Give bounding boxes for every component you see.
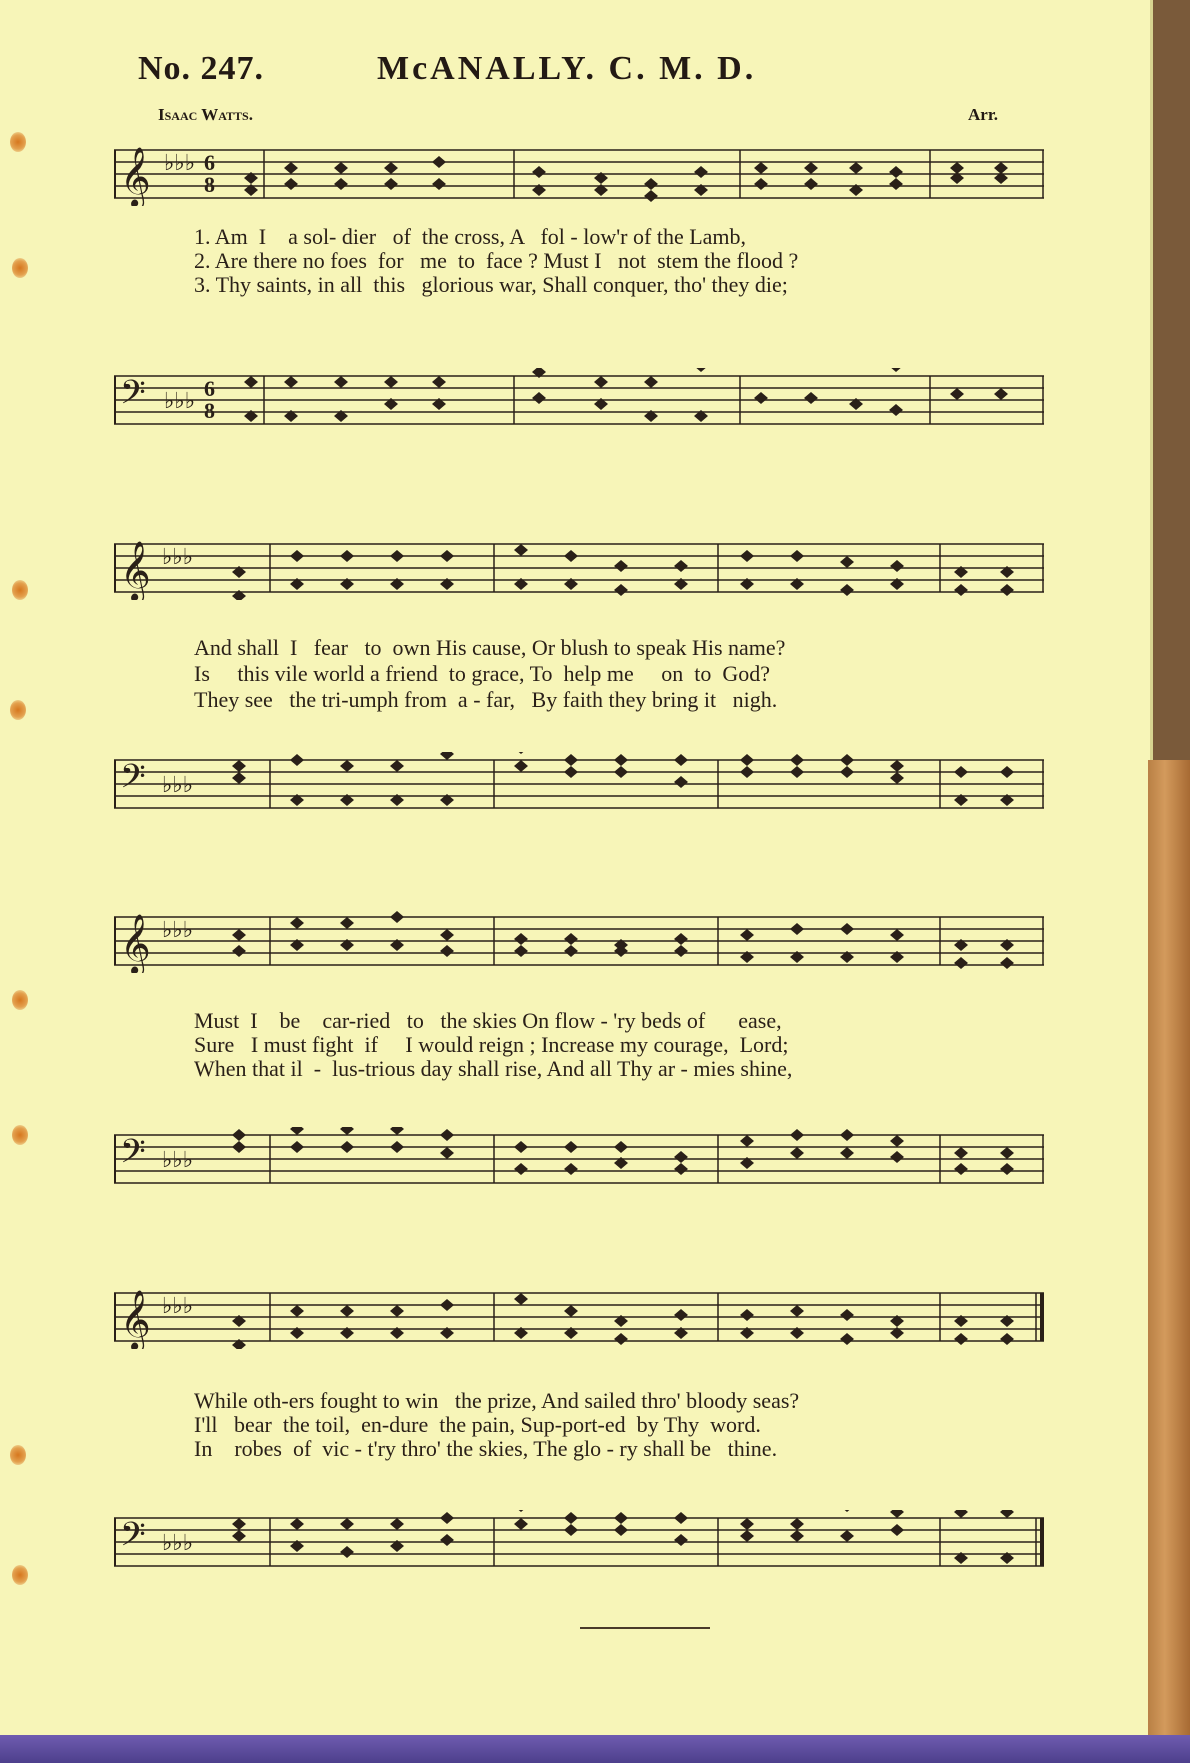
treble-staff <box>114 909 1044 973</box>
svg-text:♭♭♭: ♭♭♭ <box>162 1148 194 1173</box>
svg-text:♭♭♭: ♭♭♭ <box>164 151 196 176</box>
svg-text:𝄞: 𝄞 <box>120 541 151 600</box>
lyric-line: Must I be car-ried to the skies On flow - 'ry beds of ease, <box>194 1008 782 1033</box>
music-system-1 <box>114 128 1044 468</box>
hymn-title: McANALLY. C. M. D. <box>377 50 757 87</box>
punch-hole <box>12 258 28 278</box>
punch-hole <box>10 700 26 720</box>
arranger-credit: Arr. <box>968 105 999 124</box>
lyric-line: In robes of vic - t'ry thro' the skies, The glo - ry shall be thine. <box>194 1436 778 1461</box>
svg-text:♭♭♭: ♭♭♭ <box>162 1294 194 1319</box>
lyric-line: And shall I fear to own His cause, Or blush to speak His name? <box>194 635 786 660</box>
svg-text:♭♭♭: ♭♭♭ <box>162 1531 194 1556</box>
svg-text:𝄢: 𝄢 <box>120 1516 146 1562</box>
svg-text:8: 8 <box>204 172 215 197</box>
lyric-line: Sure I must fight if I would reign ; Increase my courage, Lord; <box>194 1032 789 1057</box>
punch-hole <box>12 580 28 600</box>
music-system-3 <box>114 885 1044 1205</box>
treble-staff <box>114 142 1044 206</box>
svg-text:♭♭♭: ♭♭♭ <box>162 545 194 570</box>
svg-text:𝄞: 𝄞 <box>120 1290 151 1349</box>
lyric-line: 2. Are there no foes for me to face ? Must I not stem the flood ? <box>194 248 799 273</box>
svg-text:♭♭♭: ♭♭♭ <box>164 389 196 414</box>
music-system-2 <box>114 512 1044 832</box>
lyric-line: Is this vile world a friend to grace, To help me on to God? <box>194 661 771 686</box>
bass-staff <box>114 368 1044 432</box>
author-credit: Isaac Watts. <box>158 105 253 124</box>
svg-text:𝄢: 𝄢 <box>120 1133 146 1179</box>
bass-staff <box>114 1510 1044 1574</box>
treble-staff <box>114 1285 1044 1349</box>
lyric-line: I'll bear the toil, en-dure the pain, Sup-port-ed by Thy word. <box>194 1412 761 1437</box>
lyric-line: When that il - lus-trious day shall rise, And all Thy ar - mies shine, <box>194 1056 793 1081</box>
hymn-number: No. 247. <box>138 50 265 87</box>
punch-hole <box>12 1125 28 1145</box>
bass-staff <box>114 752 1044 816</box>
punch-hole <box>10 1445 26 1465</box>
wooden-surface <box>1148 760 1190 1763</box>
svg-text:6: 6 <box>204 376 215 401</box>
lyric-line: 1. Am I a sol- dier of the cross, A fol - low'r of the Lamb, <box>194 224 747 249</box>
hymn-header <box>0 50 1150 100</box>
lyric-line: 3. Thy saints, in all this glorious war, Shall conquer, tho' they die; <box>194 272 788 297</box>
svg-text:6: 6 <box>204 150 215 175</box>
lyric-line: They see the tri-umph from a - far, By faith they bring it nigh. <box>194 687 778 712</box>
music-system-4 <box>114 1265 1044 1605</box>
svg-text:♭♭♭: ♭♭♭ <box>162 918 194 943</box>
svg-text:♭♭♭: ♭♭♭ <box>162 773 194 798</box>
bass-staff <box>114 1127 1044 1191</box>
treble-staff <box>114 536 1044 600</box>
bottom-edge <box>0 1735 1190 1763</box>
svg-text:𝄢: 𝄢 <box>120 374 146 420</box>
svg-text:8: 8 <box>204 398 215 423</box>
page-end-rule <box>580 1627 710 1629</box>
lyric-line: While oth-ers fought to win the prize, And sailed thro' bloody seas? <box>194 1388 800 1413</box>
svg-text:𝄢: 𝄢 <box>120 758 146 804</box>
punch-hole <box>12 1565 28 1585</box>
svg-text:𝄞: 𝄞 <box>120 147 151 206</box>
punch-hole <box>12 990 28 1010</box>
svg-text:𝄞: 𝄞 <box>120 914 151 973</box>
punch-hole <box>10 132 26 152</box>
